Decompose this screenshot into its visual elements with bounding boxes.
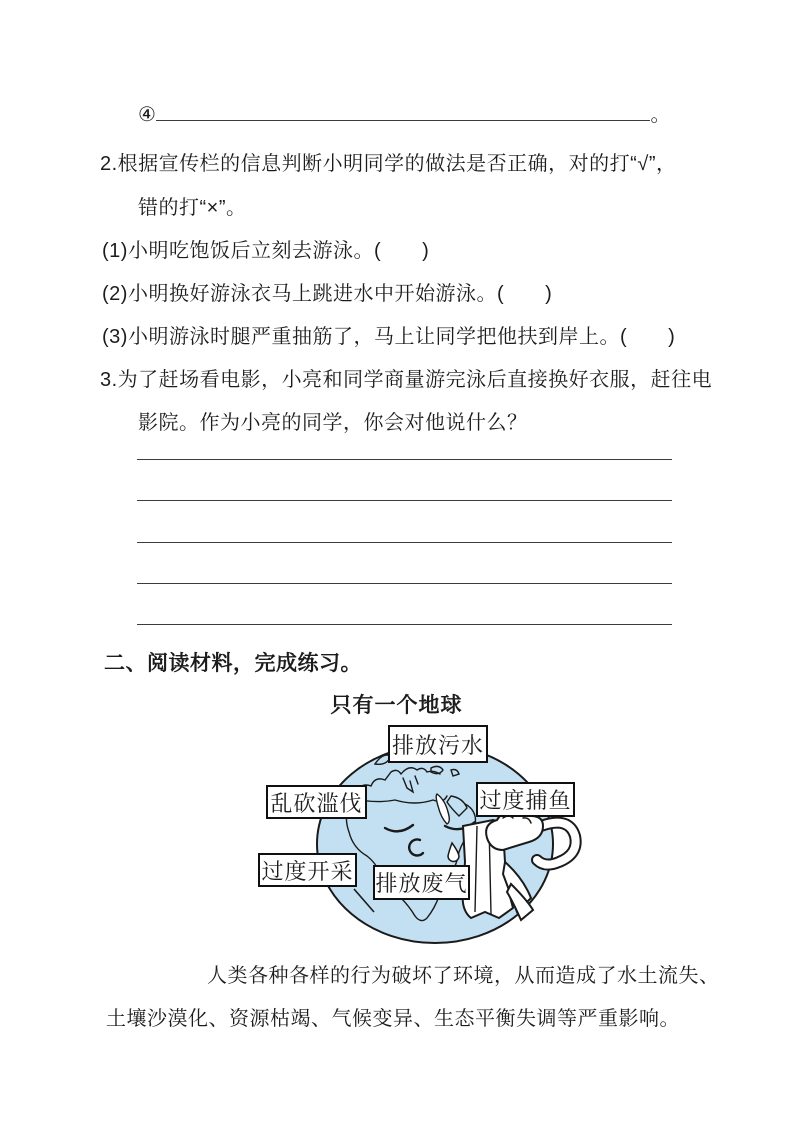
- answer-line: [137, 542, 672, 543]
- item4-blank-line: [156, 100, 650, 121]
- label-exhaust-emission: 排放废气: [373, 865, 470, 900]
- answer-line: [137, 459, 672, 460]
- label-discharge-sewage: 排放污水: [388, 725, 488, 763]
- item4-line: [138, 100, 671, 130]
- label-overfishing: 过度捕鱼: [476, 782, 575, 817]
- question2-line2: 错的打“×”。: [138, 197, 247, 219]
- question2-item-3: (3)小明游泳时腿严重抽筋了，马上让同学把他扶到岸上。( ): [102, 326, 676, 348]
- answer-line: [137, 500, 672, 501]
- item4-number: ④: [138, 104, 157, 126]
- label-deforestation: 乱砍滥伐: [266, 785, 367, 819]
- question3-line1: 3.为了赶场看电影，小亮和同学商量游完泳后直接换好衣服，赶往电: [100, 369, 713, 391]
- material-title: 只有一个地球: [330, 694, 463, 717]
- item4-period: 。: [650, 104, 671, 126]
- question2-item-2: (2)小明换好游泳衣马上跳进水中开始游泳。( ): [102, 283, 553, 305]
- question3-line2: 影院。作为小亮的同学，你会对他说什么？: [138, 412, 528, 434]
- section2-heading: 二、阅读材料，完成练习。: [104, 652, 362, 675]
- answer-line: [137, 583, 672, 584]
- material-paragraph-line2: 土壤沙漠化、资源枯竭、气候变异、生态平衡失调等严重影响。: [106, 1008, 680, 1030]
- answer-line: [137, 624, 672, 625]
- material-paragraph-line1: 人类各种各样的行为破坏了环境，从而造成了水土流失、: [207, 965, 720, 987]
- question2-item-1: (1)小明吃饱饭后立刻去游泳。( ): [102, 240, 430, 262]
- question2-line1: 2.根据宣传栏的信息判断小明同学的做法是否正确，对的打“√”，: [100, 153, 677, 175]
- label-overexploitation: 过度开采: [258, 853, 357, 887]
- earth-illustration: [255, 712, 595, 957]
